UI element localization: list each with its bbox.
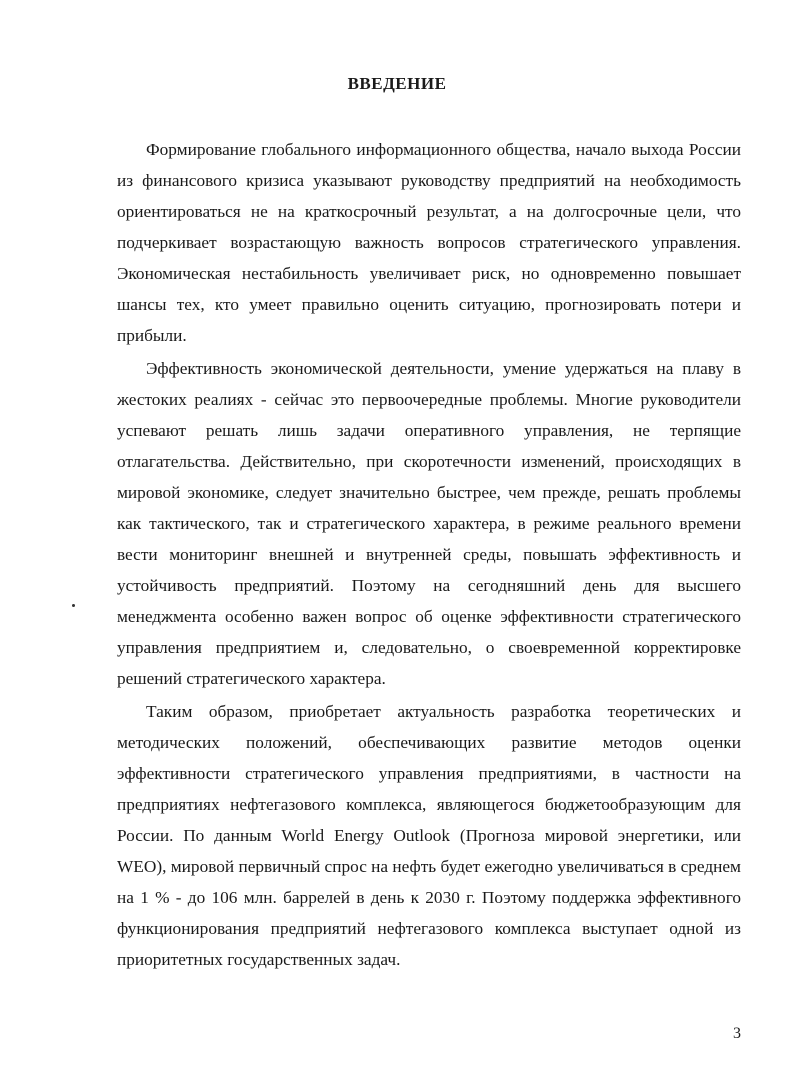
- page-title: ВВЕДЕНИЕ: [347, 74, 447, 93]
- paragraph-1: Формирование глобального информационного общества, начало выхода России из финансового кризиса указывают руководству предприятий на необходимость ориентироваться не на краткосрочный результат, а на долгосрочные цели, что подчеркивает возрастающую важность вопросов стратегического управления. Экономическая нестабильность увеличивает риск, но одновременно повышает шансы тех, кто умеет правильно оценить ситуацию, прогнозировать потери и прибыли.: [117, 140, 741, 345]
- page-number: 3: [733, 1025, 741, 1042]
- paragraph-2: Эффективность экономической деятельности, умение удержаться на плаву в жестоких реалиях - сейчас это первоочередные проблемы. Многие руководители успевают решать лишь задачи оперативного управления, не терпящие отлагательства. Действительно, при скоротечности изменений, происходящих в мировой экономике, следует значительно быстрее, чем прежде, решать проблемы как тактического, так и стратегического характера, в режиме реального времени вести мониторинг внешней и внутренней среды, повышать эффективность и устойчивость предприятий. Поэтому на сегодняшний день для высшего менеджмента особенно важен вопрос об оценке эффективности стратегического управления предприятием и, следовательно, о своевременной корректировке решений стратегического характера.: [117, 359, 741, 688]
- body-text: [117, 134, 741, 977]
- paragraph-3: Таким образом, приобретает актуальность разработка теоретических и методических положений, обеспечивающих развитие методов оценки эффективности стратегического управления предприятиями, в частности на предприятиях нефтегазового комплекса, являющегося бюджетообразующим для России. По данным World Energy Outlook (Прогноза мировой энергетики, или WEO), мировой первичный спрос на нефть будет ежегодно увеличиваться в среднем на 1 % - до 106 млн. баррелей в день к 2030 г. Поэтому поддержка эффективного функционирования предприятий нефтегазового комплекса выступает одной из приоритетных государственных задач.: [117, 702, 741, 969]
- scan-artifact-dot: [72, 604, 75, 607]
